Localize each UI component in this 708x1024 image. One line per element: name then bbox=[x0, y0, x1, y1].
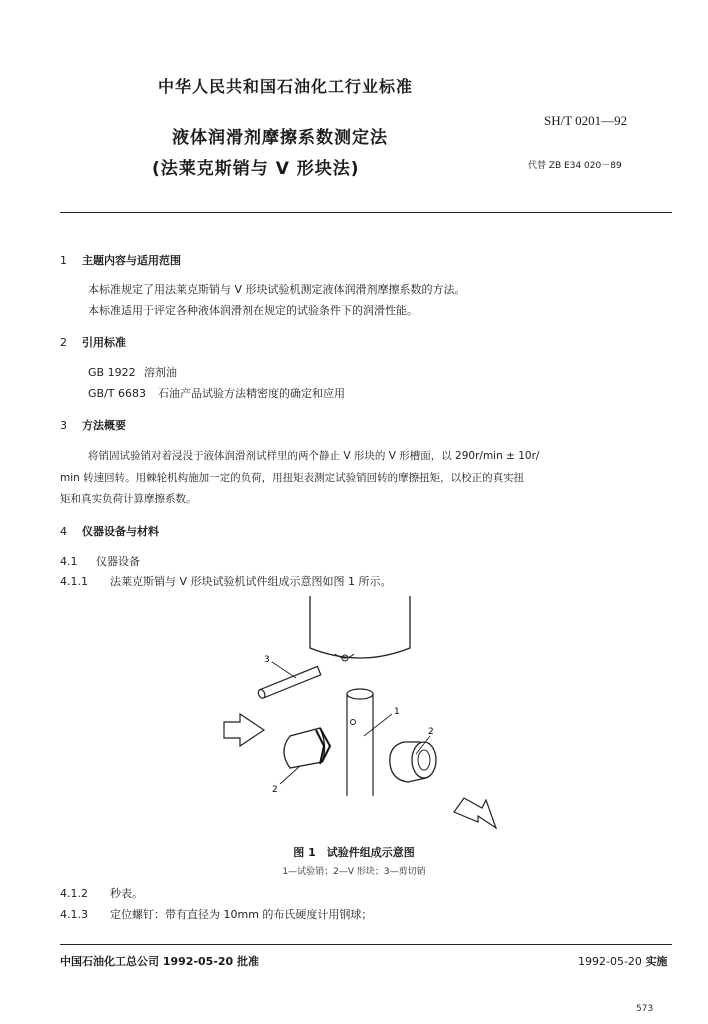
paragraph: 本标准适用于评定各种液体润滑剂在规定的试验条件下的润滑性能。 bbox=[88, 304, 418, 317]
section-number: 3 bbox=[60, 419, 67, 432]
reference-name: 溶剂油 bbox=[144, 366, 177, 379]
subsection-4-1-3 bbox=[60, 906, 372, 922]
paragraph-line: min 转速回转。用棘轮机构施加一定的负荷，用扭矩表测定试验销回转的摩擦扭矩，以校正的真实扭 bbox=[60, 472, 525, 484]
section-number: 1 bbox=[60, 254, 67, 267]
figure-legend: 1—试验销；2—V 形块；3—剪切销 bbox=[282, 867, 426, 877]
test-pin-hole bbox=[351, 720, 356, 725]
arrow-left-icon bbox=[224, 714, 264, 746]
implementation-label: 实施 bbox=[645, 955, 668, 968]
test-pin-top bbox=[347, 689, 373, 699]
paragraph-line: 将销固试验销对着浸没于液体润滑剂试样里的两个静止 V 形块的 V 形槽面，以 290r/min ± 10r/ bbox=[88, 450, 540, 462]
reference-item bbox=[88, 364, 177, 380]
subsection-number: 4.1 bbox=[60, 555, 78, 568]
subsection-4-1 bbox=[60, 553, 140, 569]
subsection-text: 法莱克斯销与 V 形块试验机试件组成示意图如图 1 所示。 bbox=[110, 575, 392, 588]
implementation-date: 1992-05-20 bbox=[578, 955, 642, 968]
paragraph-line: 矩和真实负荷计算摩擦系数。 bbox=[60, 493, 197, 505]
page-number: 573 bbox=[636, 1004, 654, 1014]
subsection-4-1-2 bbox=[60, 885, 143, 901]
leader-2-left bbox=[280, 766, 300, 784]
shear-pin bbox=[257, 666, 321, 699]
section-3-heading bbox=[60, 417, 126, 433]
section-title: 引用标准 bbox=[82, 336, 126, 349]
subsection-text: 定位螺钉：带有直径为 10mm 的布氏硬度计用钢球； bbox=[110, 908, 373, 921]
leader-3 bbox=[272, 662, 296, 678]
footer-rule bbox=[60, 944, 672, 945]
document-subtitle: (法莱克斯销与 V 形块法) bbox=[152, 159, 360, 179]
section-number: 4 bbox=[60, 525, 67, 538]
section-1-heading bbox=[60, 252, 181, 268]
figure-1-diagram bbox=[220, 596, 510, 836]
leader-1 bbox=[364, 714, 392, 736]
implementation-line bbox=[578, 953, 667, 969]
subsection-number: 4.1.2 bbox=[60, 887, 88, 900]
label-3: 3 bbox=[264, 655, 270, 665]
section-title: 仪器设备与材料 bbox=[82, 525, 159, 538]
spindle-body bbox=[310, 596, 410, 658]
section-4-heading bbox=[60, 523, 159, 539]
reference-code: GB 1922 bbox=[88, 366, 136, 379]
replaces-standard: 代替 ZB E34 020－89 bbox=[528, 161, 622, 171]
label-2-right: 2 bbox=[428, 727, 434, 737]
standard-number: SH/T 0201—92 bbox=[544, 113, 628, 128]
section-title: 方法概要 bbox=[82, 419, 126, 432]
section-title: 主题内容与适用范围 bbox=[82, 254, 181, 267]
subsection-text: 仪器设备 bbox=[96, 555, 140, 568]
approval-line: 中国石油化工总公司 1992-05-20 批准 bbox=[60, 955, 260, 968]
paragraph: 本标准规定了用法莱克斯销与 V 形块试验机测定液体润滑剂摩擦系数的方法。 bbox=[88, 283, 466, 296]
header-rule bbox=[60, 212, 672, 213]
reference-item bbox=[88, 385, 345, 401]
label-1: 1 bbox=[394, 707, 400, 717]
section-number: 2 bbox=[60, 336, 67, 349]
reference-code: GB/T 6683 bbox=[88, 387, 146, 400]
subsection-text: 秒表。 bbox=[110, 887, 143, 900]
standard-category: 中华人民共和国石油化工行业标准 bbox=[158, 77, 414, 96]
document-title: 液体润滑剂摩擦系数测定法 bbox=[172, 128, 388, 148]
subsection-4-1-1 bbox=[60, 573, 392, 589]
figure-caption: 图 1 试验件组成示意图 bbox=[293, 846, 415, 859]
section-2-heading bbox=[60, 334, 126, 350]
arrow-right-icon bbox=[454, 798, 496, 828]
subsection-number: 4.1.1 bbox=[60, 575, 88, 588]
subsection-number: 4.1.3 bbox=[60, 908, 88, 921]
label-2-left: 2 bbox=[272, 785, 278, 795]
reference-name: 石油产品试验方法精密度的确定和应用 bbox=[158, 387, 345, 400]
